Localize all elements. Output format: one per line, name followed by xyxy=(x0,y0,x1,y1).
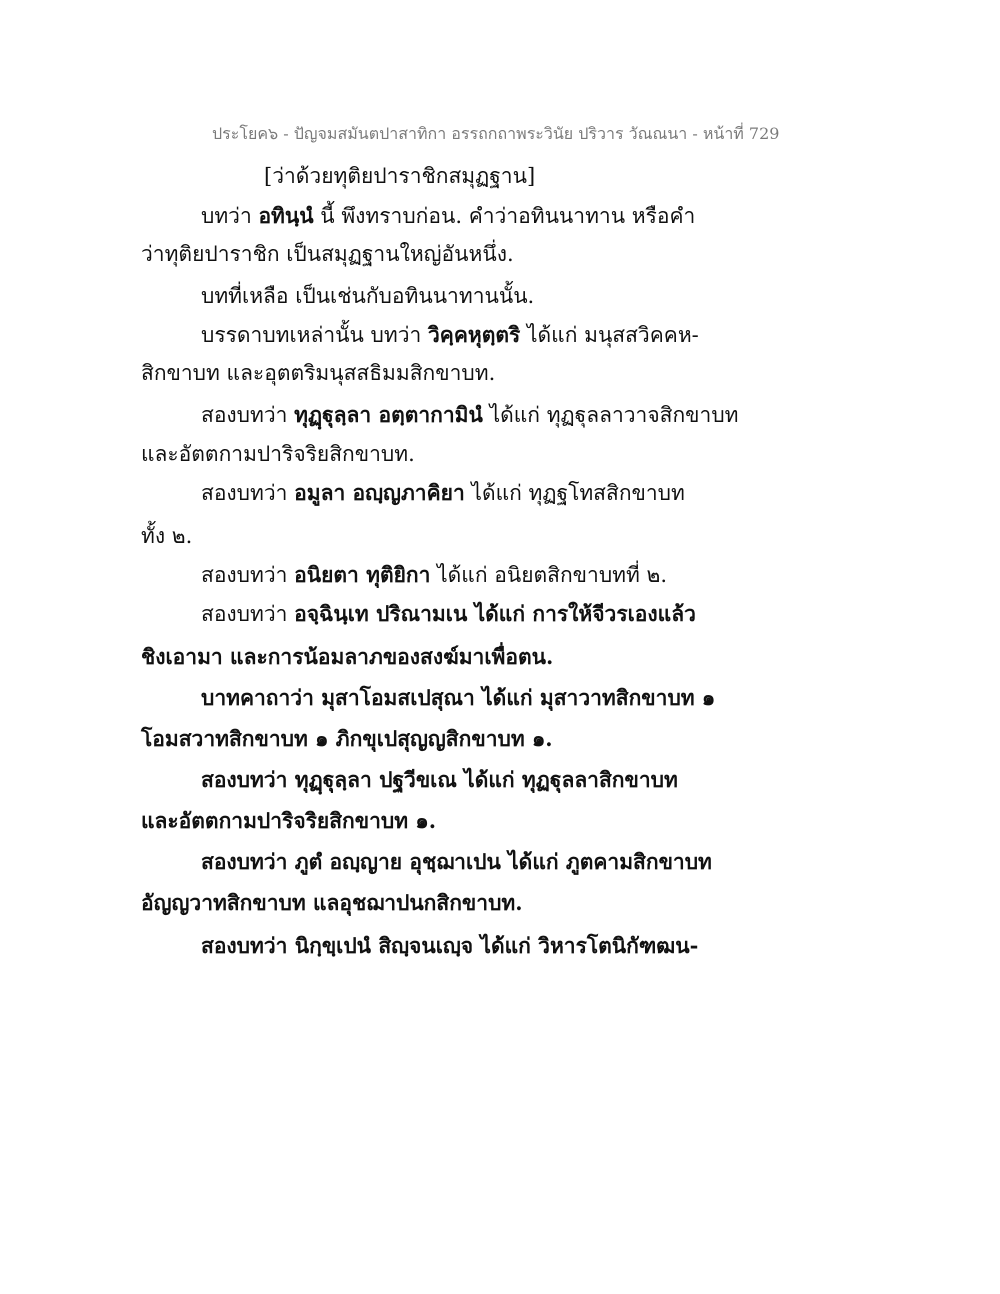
text-line xyxy=(201,764,678,797)
text-segment: และอัตตกามปาริจริยสิกขาบท. xyxy=(141,442,415,466)
text-line xyxy=(201,319,699,352)
bold-term: อัญญวาทสิกขาบท แลอุชฌาปนกสิกขาบท. xyxy=(141,890,523,915)
bold-term: อจฺฉินฺเท ปริณามเน ได้แก่ การให้จีวรเองแล้ว xyxy=(294,601,696,626)
text-segment: นี้ พึงทราบก่อน. คำว่าอทินนาทาน หรือคำ xyxy=(313,204,696,228)
text-line xyxy=(201,559,667,592)
text-line xyxy=(201,598,696,631)
text-segment: ทั้ง ๒. xyxy=(141,524,193,548)
bold-term: อทินฺนํ xyxy=(258,203,314,228)
text-line xyxy=(201,399,739,432)
text-segment: บทที่เหลือ เป็นเช่นกับอทินนาทานนั้น. xyxy=(201,284,535,308)
bold-term: อนิยตา ทุติยิกา xyxy=(294,562,431,587)
text-segment: บรรดาบทเหล่านั้น บทว่า xyxy=(201,323,428,347)
text-line xyxy=(201,200,695,233)
bold-term: โอมสวาทสิกขาบท ๑ ภิกขุเปสุญญสิกขาบท ๑. xyxy=(141,726,553,751)
text-line xyxy=(141,520,192,553)
bold-term: ชิงเอามา และการน้อมลาภของสงฆ์มาเพื่อตน. xyxy=(141,644,554,669)
bold-term: และอัตตกามปาริจริยสิกขาบท ๑. xyxy=(141,808,437,833)
text-line xyxy=(141,438,415,471)
bold-term: อมูลา อญฺญภาคิยา xyxy=(294,480,465,505)
text-segment: ได้แก่ อนิยตสิกขาบทที่ ๒. xyxy=(430,563,668,587)
text-segment: ได้แก่ ทุฏฐโทสสิกขาบท xyxy=(464,481,685,505)
bold-term: วิคฺคหุตฺตริ xyxy=(428,322,521,347)
text-line xyxy=(201,280,534,313)
text-segment: บทว่า xyxy=(201,204,259,228)
text-line xyxy=(201,846,712,879)
bold-term: สองบทว่า ภูตํ อญฺญาย อุชฺฌาเปน ได้แก่ ภูตคามสิกขาบท xyxy=(201,849,712,874)
text-segment: สองบทว่า xyxy=(201,563,295,587)
text-segment: ได้แก่ ทุฏฐุลลาวาจสิกขาบท xyxy=(482,403,739,427)
text-line xyxy=(201,477,685,510)
text-line xyxy=(141,641,553,674)
text-segment: สองบทว่า xyxy=(201,602,295,626)
text-segment: สองบทว่า xyxy=(201,403,295,427)
text-line xyxy=(141,357,495,390)
bold-term: บาทคาถาว่า มุสาโอมสเปสุณา ได้แก่ มุสาวาทสิกขาบท ๑ xyxy=(201,685,716,710)
bold-term: ทุฏฺฐุลฺลา อตฺตากามินํ xyxy=(294,402,483,427)
page-header: ประโยค๖ - ปัญจมสมันตปาสาทิกา อรรถกถาพระวินัย ปริวาร วัณณนา - หน้าที่ 729 xyxy=(212,124,780,143)
section-title: [ว่าด้วยทุติยปาราชิกสมุฏฐาน] xyxy=(264,164,536,188)
text-segment: สองบทว่า xyxy=(201,481,295,505)
text-segment: สิกขาบท และอุตตริมนุสสธิมมสิกขาบท. xyxy=(141,361,496,385)
text-line xyxy=(201,930,698,963)
text-line xyxy=(141,805,436,838)
bold-term: สองบทว่า ทุฏฺฐุลฺลา ปฐวีขเณ ได้แก่ ทุฏฐุลลาสิกขาบท xyxy=(201,767,678,792)
text-segment: ได้แก่ มนุสสวิคคห- xyxy=(520,323,699,347)
text-line xyxy=(201,682,715,715)
text-line xyxy=(141,238,514,271)
text-segment: ว่าทุติยปาราชิก เป็นสมุฏฐานใหญ่อันหนึ่ง. xyxy=(141,242,514,266)
bold-term: สองบทว่า นิกฺขฺเปนํ สิญฺจนเญฺจ ได้แก่ วิหารโตนิกัฑฒน- xyxy=(201,933,699,958)
text-line xyxy=(141,723,553,756)
text-line xyxy=(141,887,523,920)
